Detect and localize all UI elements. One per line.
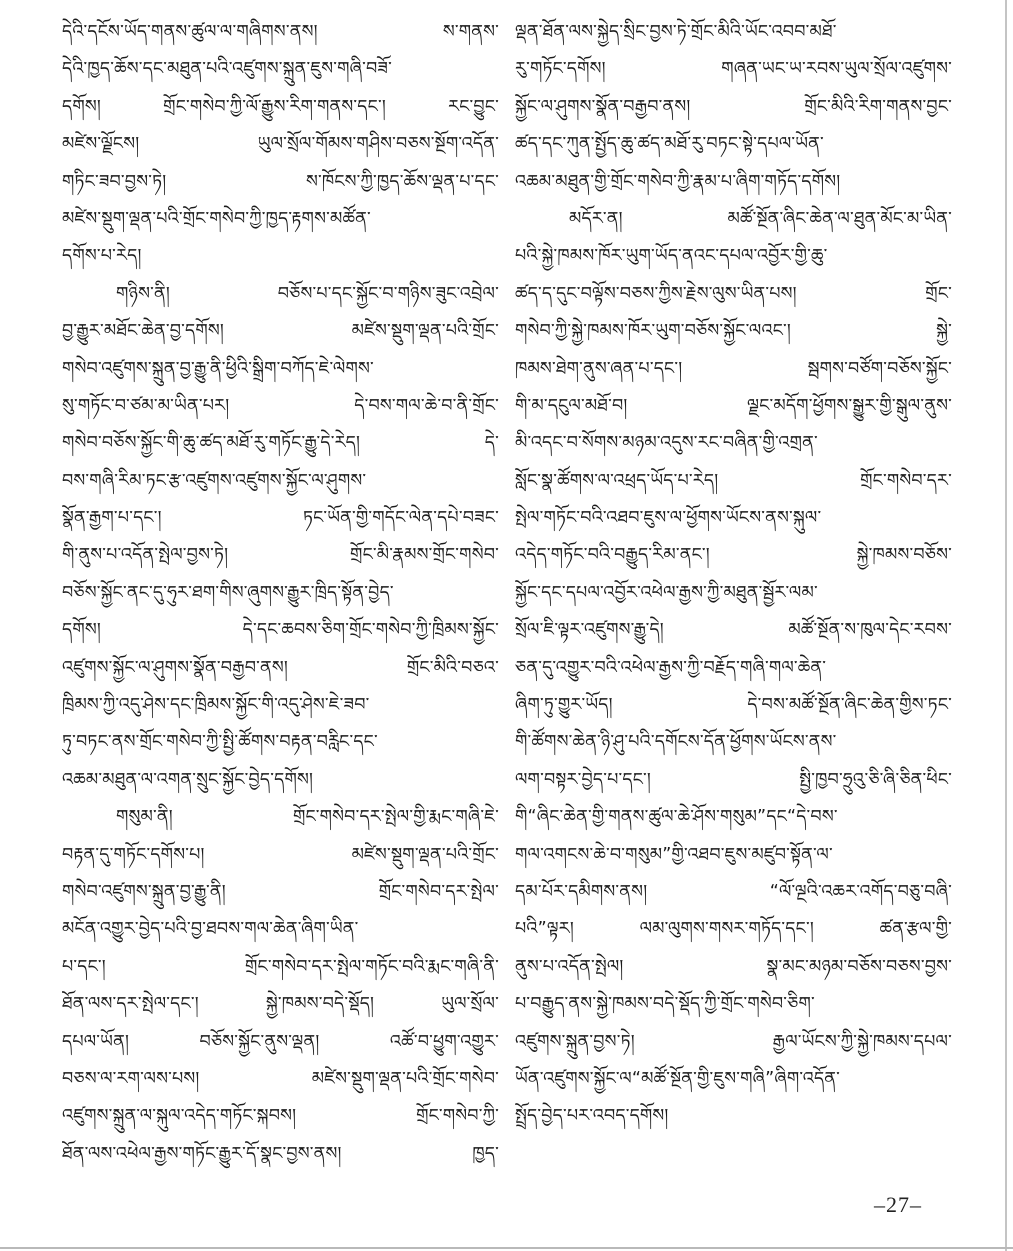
text-line: གཉིས་ནི། བཅོས་པ་དང་སྐྱོང་བ་གཉིས་ཟུང་འབྲེལ་ [116, 283, 499, 304]
text-line: གི་མ་དངུལ་མཐོ་བ། ལྗང་མདོག་ཕྱོགས་སྒྱུར་གྱི་སྒུལ་ནུས་ [515, 395, 952, 416]
text-line: ཁམས་ཐེག་ནུས་ཞན་པ་དང་། སྦགས་བཙོག་བཅོས་སྐྱོང་ [515, 358, 952, 379]
text-line: དཔལ་ཡོན། བཅོས་སྐྱོང་ནུས་ལྡན། འཚོ་བ་ཕྱུག་འགྱུར་ [62, 1031, 499, 1052]
text-line: མདོར་ན། མཚོ་སྔོན་ཞིང་ཆེན་ལ་ཐུན་མོང་མ་ཡིན་ [569, 208, 952, 229]
text-line: ཅན་དུ་འགྱུར་བའི་འཕེལ་རྒྱས་ཀྱི་བརྗོད་གཞི་གལ་ཆེན་ [515, 657, 827, 678]
text-line: གསུམ་ནི། གྲོང་གསེབ་དར་སྤེལ་གྱི་རྨང་གཞི་ཇེ་ [116, 807, 499, 828]
text-line: མི་འདང་བ་སོགས་མཉམ་འདུས་རང་བཞིན་གྱི་འགྲན་ [515, 433, 818, 454]
text-line: གལ་འགངས་ཆེ་བ་གསུམ”གྱི་འཐབ་ཇུས་མཛུབ་སྟོན་ལ་ [515, 844, 833, 865]
text-line: གི་ཚོགས་ཆེན་ཉི་ཤུ་པའི་དགོངས་དོན་ཕྱོགས་ཡོངས་ནས་ [515, 732, 837, 753]
text-line: པའི་སྐྱེ་ཁམས་ཁོར་ཡུག་ཡོད་ནའང་དཔལ་འབྱོར་གྱི་ཆུ་ [515, 246, 828, 267]
text-line: ཐོན་ལས་དར་སྤེལ་དང་། སྐྱེ་ཁམས་བདེ་སྡོད། ཡུལ་སྲོལ་ [62, 994, 499, 1015]
text-line: ཚད་དང་ཀུན་སྤྱོད་ཆུ་ཚད་མཐོ་རུ་བཏང་སྟེ་དཔལ་ཡོན་ [515, 134, 824, 155]
text-line: འཆམ་མཐུན་ལ་འགན་སྲུང་སྐྱོང་བྱེད་དགོས། [62, 769, 314, 790]
text-line: འཆམ་མཐུན་གྱི་གྲོང་གསེབ་ཀྱི་རྣམ་པ་ཞིག་གཏོད་དགོས། [515, 171, 841, 192]
text-line: ཞིག་ཏུ་གྱུར་ཡོད། དེ་བས་མཚོ་སྔོན་ཞིང་ཆེན་གྱིས་ཏང་ [515, 695, 952, 716]
text-line: ཏུ་བཏང་ནས་གྲོང་གསེབ་ཀྱི་སྤྱི་ཚོགས་བརྟན་བརླིང་དང་ [62, 732, 378, 753]
body-text [62, 14, 952, 1173]
text-line: ཡོན་འཛུགས་སྐྱོང་ལ“མཚོ་སྔོན་གྱི་ཇུས་གཞི”ཞིག་འདོན་ [515, 1068, 841, 1089]
text-line: འཛུགས་སྐྱོང་ལ་ཤུགས་སྣོན་བརྒྱབ་ནས། གྲོང་མིའི་བཅའ་ [62, 657, 499, 678]
left-column [62, 14, 499, 1173]
text-line: འཛུགས་སྐྲུན་བྱས་ཏེ། རྒྱལ་ཡོངས་ཀྱི་སྐྱེ་ཁམས་དཔལ་ [515, 1031, 952, 1052]
text-line: སྐྱོང་ལ་ཤུགས་སྣོན་བརྒྱབ་ནས། གྲོང་མིའི་རིག་གནས་བྱང་ [515, 96, 952, 117]
text-line: གཏིང་ཟབ་བྱས་ཏེ། ས་ཁོངས་ཀྱི་ཁྱད་ཆོས་ལྡན་པ་དང་ [62, 171, 499, 192]
page-number: –27– [874, 1192, 922, 1217]
right-column [515, 14, 952, 1173]
text-line: བཅོས་སྐྱོང་ནང་དུ་ཧུར་ཐག་གིས་ཞུགས་རྒྱུར་ཁྲིད་སྟོན་བྱེད་ [62, 582, 394, 603]
text-line: དམ་པོར་དམིགས་ནས། “ལོ་ལྔའི་འཆར་འགོད་བཅུ་བཞི་ [515, 881, 952, 902]
text-line: པ་དང་། གྲོང་གསེབ་དར་སྤེལ་གཏོང་བའི་རྨང་གཞི་ནི་ [62, 956, 499, 977]
text-line: འདེད་གཏོང་བའི་བརྒྱུད་རིམ་ནང་། སྐྱེ་ཁམས་བཅོས་ [515, 545, 952, 566]
text-line: དགོས། དེ་དང་ཆབས་ཅིག་གྲོང་གསེབ་ཀྱི་ཁྲིམས་སྐྱོང་ [62, 620, 499, 641]
text-line: གསེབ་འཛུགས་སྐྲུན་བྱ་རྒྱུ་ནི། གྲོང་གསེབ་དར་སྤེལ་ [62, 881, 499, 902]
text-line: སྣོན་རྒྱག་པ་དང་། ཏང་ཡོན་གྱི་གདོང་ལེན་དཔེ་བཟང་ [62, 508, 499, 529]
text-line: བས་གཞི་རིམ་ཏང་རྩ་འཛུགས་འཛུགས་སྐྱོང་ལ་ཤུགས་ [62, 470, 367, 491]
text-line: ཚད་ད་དུང་བལྟོས་བཅས་ཀྱིས་རྗེས་ལུས་ཡིན་པས། གྲོང་ [515, 283, 952, 304]
text-line: དེའི་དངོས་ཡོད་གནས་ཚུལ་ལ་གཞིགས་ནས། ས་གནས་ [62, 22, 499, 42]
text-line: གསེབ་འཛུགས་སྐྲུན་བྱ་རྒྱུ་ནི་ཕྱིའི་སྒྲིག་བཀོད་ཇེ་ལེགས་ [62, 358, 374, 379]
text-line: རུ་གཏོང་དགོས། གཞན་ཡང་ཡ་རབས་ཡུལ་སྲོལ་འཛུགས་ [515, 59, 952, 80]
text-line: དེའི་ཁྱད་ཆོས་དང་མཐུན་པའི་འཛུགས་སྐྲུན་ཇུས་གཞི་བཟོ་ [62, 59, 392, 80]
text-line: མཛེས་ལྗོངས། ཡུལ་སྲོལ་གོམས་གཤིས་བཅས་སྔོག་འདོན་ [62, 134, 499, 155]
text-line: མཛེས་སྡུག་ལྡན་པའི་གྲོང་གསེབ་ཀྱི་ཁྱད་རྟགས་མཚོན་ [62, 208, 371, 229]
text-line: སྲོལ་ཇི་ལྟར་འཛུགས་རྒྱུ་དེ། མཚོ་སྔོན་ས་ཁུལ་དེང་རབས་ [515, 620, 952, 641]
text-line: མངོན་འགྱུར་བྱེད་པའི་བྱ་ཐབས་གལ་ཆེན་ཞིག་ཡིན་ [62, 919, 359, 940]
text-line: དགོས་པ་རེད། [62, 246, 142, 267]
text-line: སྤེལ་གཏོང་བའི་འཐབ་ཇུས་ལ་ཕྱོགས་ཡོངས་ནས་སྐུལ་ [515, 508, 822, 529]
text-line: གསེབ་བཅོས་སྐྱོང་གི་ཆུ་ཚད་མཐོ་རུ་གཏོང་རྒྱུ་དེ་རེད། དེ་ [62, 433, 499, 454]
text-line: འཛུགས་སྐྲུན་ལ་སྐུལ་འདེད་གཏོང་སྐབས། གྲོང་གསེབ་ཀྱི་ [62, 1106, 499, 1127]
text-line: གི“ཞིང་ཆེན་གྱི་གནས་ཚུལ་ཆེ་ཤོས་གསུམ”དང“དེ་བས་ [515, 807, 838, 828]
scan-edge-bottom [0, 1247, 1013, 1249]
text-line: སློང་སྣ་ཚོགས་ལ་འཕྲད་ཡོད་པ་རེད། གྲོང་གསེབ་དར་ [515, 470, 952, 491]
text-line: ནུས་པ་འདོན་སྤེལ། སྣ་མང་མཉམ་བཅོས་བཅས་བྱས་ [515, 956, 952, 977]
text-line: བཅས་ལ་རག་ལས་པས། མཛེས་སྡུག་ལྡན་པའི་གྲོང་གསེབ་ [62, 1068, 499, 1089]
text-line: པ་བརྒྱུད་ནས་སྐྱེ་ཁམས་བདེ་སྡོད་ཀྱི་གྲོང་གསེབ་ཅིག་ [515, 994, 815, 1015]
text-line: དགོས། གྲོང་གསེབ་ཀྱི་ལོ་རྒྱུས་རིག་གནས་དང་། རང་བྱུང་ [62, 96, 499, 117]
text-line: པའི”ལྟར། ལམ་ལུགས་གསར་གཏོད་དང་། ཚན་རྩལ་གྱི་ [515, 919, 952, 940]
scan-edge-right [1005, 0, 1007, 1251]
text-line: ལྡན་ཐོན་ལས་སྐྱེད་སྲིང་བྱས་ཏེ་གྲོང་མིའི་ཡོང་འབབ་མཐོ་ [515, 22, 837, 42]
text-line: ལག་བསྟར་བྱེད་པ་དང་། སྤྱི་ཁྱབ་ཧྲུའུ་ཅི་ཞི་ཅིན་ཕིང་ [515, 769, 952, 790]
text-line: ཐོན་ལས་འཕེལ་རྒྱས་གཏོང་རྒྱུར་དོ་སྣང་བྱས་ནས། ཁྱད་ [62, 1143, 499, 1164]
text-line: གི་ནུས་པ་འདོན་སྤེལ་བྱས་ཏེ། གྲོང་མི་རྣམས་གྲོང་གསེབ་ [62, 545, 499, 566]
text-line: བརྟན་དུ་གཏོང་དགོས་པ། མཛེས་སྡུག་ལྡན་པའི་གྲོང་ [62, 844, 499, 865]
text-line: གསེབ་ཀྱི་སྐྱེ་ཁམས་ཁོར་ཡུག་བཅོས་སྐྱོང་ལའང་། སྐྱེ་ [515, 321, 952, 342]
text-line: བྱ་རྒྱུར་མཐོང་ཆེན་བྱ་དགོས། མཛེས་སྡུག་ལྡན་པའི་གྲོང་ [62, 321, 499, 342]
text-line: ཁྲིམས་ཀྱི་འདུ་ཤེས་དང་ཁྲིམས་སྐྱོང་གི་འདུ་ཤེས་ཇེ་ཟབ་ [62, 695, 370, 716]
text-line: སྤྲོད་བྱེད་པར་འབད་དགོས། [515, 1106, 669, 1127]
text-line: སྐྱོང་དང་དཔལ་འབྱོར་འཕེལ་རྒྱས་ཀྱི་མཐུན་སྦྱོར་ལམ་ [515, 582, 818, 603]
text-line: སུ་གཏོང་བ་ཙམ་མ་ཡིན་པར། དེ་བས་གལ་ཆེ་བ་ནི་གྲོང་ [62, 395, 499, 416]
